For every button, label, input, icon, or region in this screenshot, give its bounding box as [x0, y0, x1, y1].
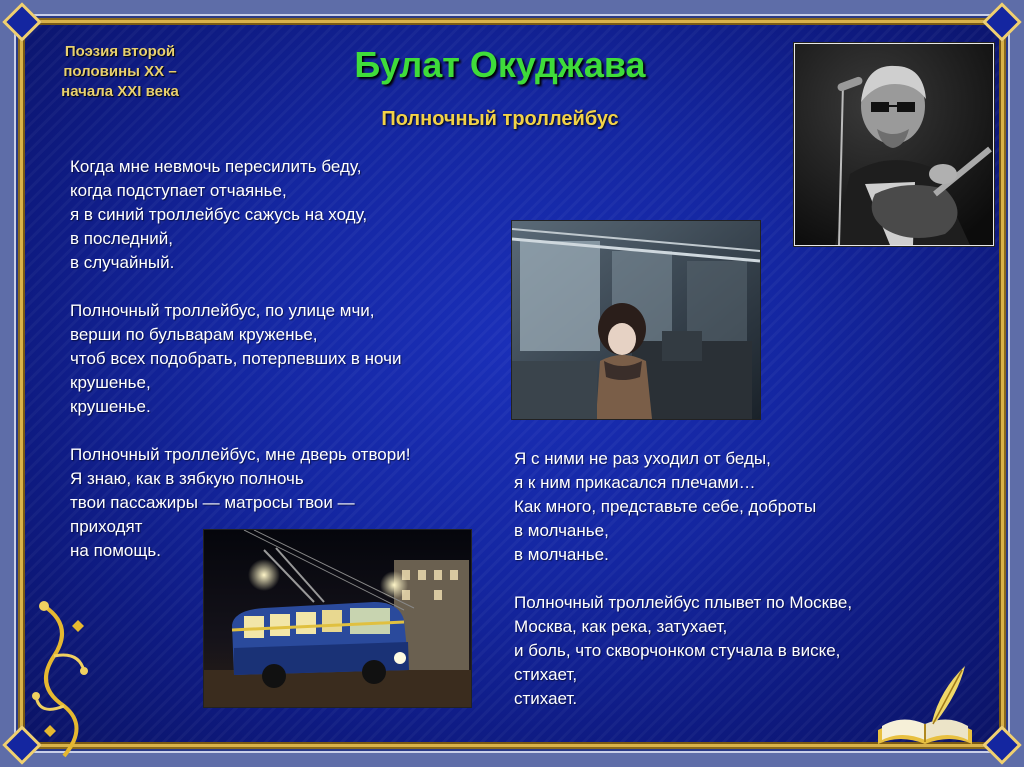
interior-illustration [512, 221, 760, 419]
portrait-illustration [795, 44, 993, 245]
subject-label: Поэзия второй половины XX – начала XXI века [61, 43, 179, 100]
poem-line: я к ним прикасался плечами… [514, 473, 756, 492]
poem-line: чтоб всех подобрать, потерпевших в ночи [70, 349, 402, 368]
poem-line: в случайный. [70, 253, 175, 272]
trolleybus-illustration [204, 530, 471, 707]
poem-line: крушенье. [70, 397, 151, 416]
poem-line: на помощь. [70, 541, 161, 560]
poem-line: в последний, [70, 229, 173, 248]
poem-stanza [70, 155, 410, 275]
poem-stanza [70, 299, 410, 419]
poem-line: Полночный троллейбус плывет по Москве, [514, 593, 853, 612]
poem-line: приходят [70, 517, 143, 536]
poem-line: верши по бульварам круженье, [70, 325, 318, 344]
poem-stanza [514, 591, 852, 711]
poem-line: стихает, [514, 665, 578, 684]
poem-title: Полночный троллейбус [381, 108, 619, 130]
poem-line: в молчанье. [514, 545, 609, 564]
poem-line: крушенье, [70, 373, 151, 392]
poem-line: когда подступает отчаянье, [70, 181, 287, 200]
slide-title: Булат Окуджава [354, 44, 646, 85]
book-and-quill-icon [870, 660, 980, 755]
night-trolleybus-photo [204, 530, 471, 707]
golden-swirl-ornament [24, 596, 104, 766]
poem-line: в молчанье, [514, 521, 609, 540]
poem-line: стихает. [514, 689, 578, 708]
trolleybus-interior-photo [512, 221, 760, 419]
poem-line: Как много, представьте себе, доброты [514, 497, 817, 516]
poem-line: и боль, что скворчонком стучала в виске, [514, 641, 841, 660]
poet-portrait-photo [794, 43, 994, 246]
poem-right-column [514, 447, 852, 735]
poem-line: Полночный троллейбус, по улице мчи, [70, 301, 375, 320]
poem-line: Когда мне невмочь пересилить беду, [70, 157, 362, 176]
poem-line: Полночный троллейбус, мне дверь отвори! [70, 445, 411, 464]
poem-line: твои пассажиры — матросы твои — [70, 493, 355, 512]
poem-line: Я с ними не раз уходил от беды, [514, 449, 771, 468]
poem-line: Я знаю, как в зябкую полночь [70, 469, 304, 488]
poem-line: Москва, как река, затухает, [514, 617, 728, 636]
poem-stanza [514, 447, 852, 567]
poem-left-column [70, 155, 410, 587]
poem-line: я в синий троллейбус сажусь на ходу, [70, 205, 368, 224]
